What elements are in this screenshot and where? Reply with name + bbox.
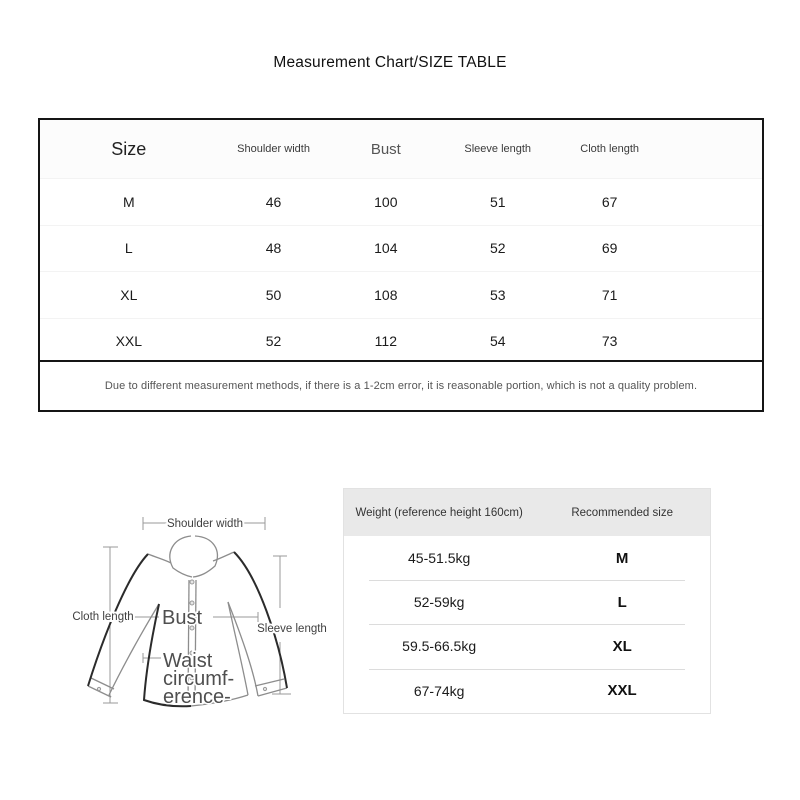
- column-header-recommended-size: Recommended size: [571, 506, 673, 519]
- cell-shoulder: 48: [265, 240, 282, 257]
- weight-row-xxl: [344, 669, 710, 713]
- cell-weight: 67-74kg: [413, 682, 465, 699]
- cell-shoulder: 46: [265, 193, 282, 210]
- column-header-shoulder: Shoulder width: [237, 143, 310, 155]
- column-header-size: Size: [111, 138, 147, 159]
- label-waist-line3: erence-: [163, 686, 231, 708]
- cell-cloth: 71: [601, 286, 618, 303]
- size-table-row-m: [40, 178, 762, 225]
- weight-table-header: [344, 489, 710, 536]
- measurement-note-bar: [40, 360, 762, 410]
- label-shoulder-width: Shoulder width: [166, 518, 244, 530]
- cell-cloth: 69: [601, 240, 618, 257]
- column-header-cloth: Cloth length: [580, 143, 639, 155]
- size-table: [38, 118, 764, 412]
- garment-diagram: [55, 490, 335, 740]
- cell-size: XL: [612, 637, 632, 655]
- weight-size-table: [343, 488, 711, 714]
- weight-row-m: [344, 536, 710, 580]
- label-waist-line1: Waist: [163, 650, 213, 672]
- column-header-bust: Bust: [370, 140, 401, 158]
- measurement-note: Due to different measurement methods, if there is a 1-2cm error, it is reasonable portion, which is not a quality problem.: [104, 380, 698, 392]
- cell-bust: 108: [374, 286, 398, 303]
- cell-cloth: 67: [601, 193, 618, 210]
- cell-size: M: [615, 549, 629, 567]
- size-table-header: [40, 120, 762, 178]
- label-cloth-length: Cloth length: [72, 611, 134, 623]
- cell-size: XXL: [115, 333, 143, 350]
- weight-row-xl: [344, 624, 710, 668]
- cell-sleeve: 51: [489, 193, 506, 210]
- label-sleeve-length: Sleeve length: [257, 623, 327, 635]
- cell-size: M: [122, 193, 135, 210]
- column-header-sleeve: Sleeve length: [464, 143, 532, 155]
- weight-row-l: [344, 580, 710, 624]
- cell-weight: 52-59kg: [413, 594, 465, 611]
- page-title: Measurement Chart/SIZE TABLE: [273, 54, 507, 71]
- cell-bust: 104: [374, 240, 398, 257]
- cell-size: XXL: [607, 682, 637, 700]
- cell-size: XL: [120, 286, 138, 303]
- cell-shoulder: 52: [265, 333, 282, 350]
- cell-cloth: 73: [601, 333, 618, 350]
- cell-sleeve: 54: [489, 333, 506, 350]
- cell-weight: 45-51.5kg: [408, 550, 471, 567]
- cell-weight: 59.5-66.5kg: [402, 638, 477, 655]
- size-table-row-xl: [40, 271, 762, 318]
- cell-shoulder: 50: [265, 286, 282, 303]
- column-header-weight: Weight (reference height 160cm): [355, 506, 523, 519]
- cell-bust: 100: [374, 193, 398, 210]
- cell-sleeve: 53: [489, 286, 506, 303]
- cell-sleeve: 52: [489, 240, 506, 257]
- cell-size: L: [617, 593, 627, 611]
- size-table-row-l: [40, 225, 762, 272]
- label-waist-line2: circumf-: [163, 668, 235, 690]
- label-bust: Bust: [162, 607, 203, 629]
- size-table-row-xxl: [40, 318, 762, 365]
- cell-bust: 112: [374, 333, 397, 350]
- cell-size: L: [124, 240, 133, 257]
